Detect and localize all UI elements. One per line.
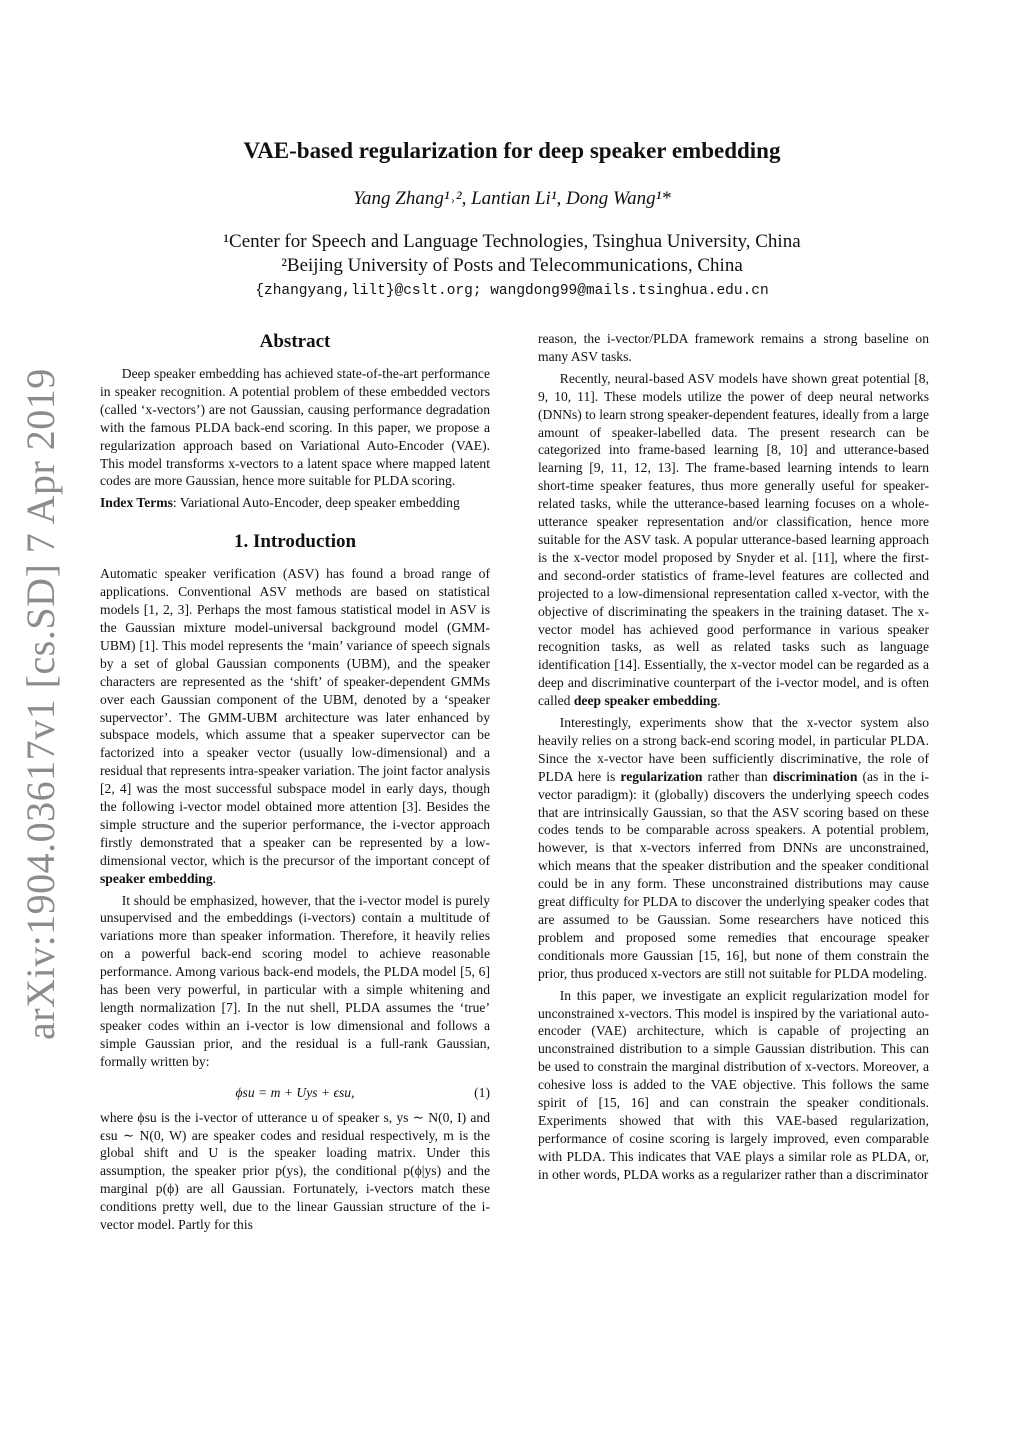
right-p2-c: (as in the i-vector paradigm): it (globally) discovers the underlying speech codes that are intrinsically Gaussian, so that the ASV scoring based on these codes tends to be comparable across speakers. A potential problem, however, is that x-vectors inferred from DNNs are unconstrained, which means that the speaker distribution and the speaker conditional could be in any form. These unconstrained distributions may cause great difficulty for PLDA to discover the underlying speaker codes that are assumed to be Gaussian. Some researchers have noticed this problem and proposed some remedies that encourage speaker conditionals more Gaussian [15, 16], but none of them constrain the prior, thus produced x-vectors are still not suitable for PLDA modeling. <box>538 768 930 981</box>
right-p2-b: rather than <box>702 768 773 784</box>
right-p2-a: Interestingly, experiments show that the x-vector system also heavily relies on a strong back-end scoring model, in particular PLDA. Since the x-vector have been sufficiently discriminative, the role of PLDA here is <box>538 715 929 784</box>
paper-title: VAE-based regularization for deep speaker embedding <box>243 138 781 163</box>
index-terms <box>100 494 490 512</box>
equation-body: ϕsu = m + Uys + ϵsu, <box>235 1084 355 1100</box>
arxiv-identifier-stamp: arXiv:1904.03617v1 [cs.SD] 7 Apr 2019 <box>18 368 63 1040</box>
right-p1-bold: deep speaker embedding <box>573 693 718 709</box>
intro-p1-end: . <box>212 870 217 886</box>
right-column <box>538 330 929 1188</box>
right-paragraph-2 <box>538 714 929 983</box>
intro-p1-text: Automatic speaker verification (ASV) has found a broad range of applications. Conventional ASV methods are based on statistical models [1, 2, 3]. Perhaps the most famous statistical model in ASV is the Gaussian mixture model-universal background model (GMM-UBM) [1]. This model represents the ‘main’ variance of speech signals by a set of global Gaussian components (UBM), and the speaker characters are represented as the ‘shift’ of speaker-dependent GMMs over each Gaussian component of the UBM, denoted by a ‘speaker supervector’. The GMM-UBM architecture was later enhanced by subspace models, which assume that a speaker supervector can be factorized into a speaker vector (usually low-dimensional) and a residual that represents intra-speaker variation. The joint factor analysis [2, 4] was the most successful subspace model in early days, though the following i-vector model obtained more attention [3]. Besides the simple structure and the superior performance, the i-vector approach firstly demonstrated that a speaker can be represented by a low-dimensional vector, which is the precursor of the important concept of <box>100 566 490 868</box>
author-emails: {zhangyang,lilt}@cslt.org; wangdong99@mails.tsinghua.edu.cn <box>255 283 769 299</box>
right-p2-bold-1: regularization <box>620 768 703 784</box>
right-p1-end: . <box>717 693 721 709</box>
right-p2-bold-2: discrimination <box>772 768 858 784</box>
intro-paragraph-1 <box>100 565 490 887</box>
intro-paragraph-3: where ϕsu is the i-vector of utterance u of speaker s, ys ∼ N(0, I) and ϵsu ∼ N(0, W) are speaker codes and residual respectively, m is the global shift and U is the speaker loading matrix. Under this assumption, the speaker prior p(ys), the conditional p(ϕ|ys) and the marginal p(ϕ) are all Gaussian. Fortunately, i-vectors match these conditions pretty well, due to the linear Gaussian structure of the i-vector model. Partly for this <box>100 1109 490 1233</box>
right-paragraph-1 <box>538 370 929 710</box>
intro-paragraph-2: It should be emphasized, however, that the i-vector model is purely unsupervised and the embeddings (i-vectors) contain a multitude of variations more than speaker information. Therefore, it heavily relies on a powerful back-end scoring model to achieve reasonable performance. Among various back-end models, the PLDA model [5, 6] has been very powerful, in particular with a simple whitening and length normalization [7]. In the nut shell, PLDA assumes the ‘true’ speaker codes within an i-vector is low dimensional and follows a simple Gaussian prior, and the residual is a full-rank Gaussian, formally written by: <box>100 892 490 1069</box>
equation-number: (1) <box>474 1084 490 1100</box>
right-paragraph-0: reason, the i-vector/PLDA framework remains a strong baseline on many ASV tasks. <box>538 331 929 364</box>
affiliation-1: ¹Center for Speech and Language Technologies, Tsinghua University, China <box>223 231 801 252</box>
author-list: Yang Zhang¹˒², Lantian Li¹, Dong Wang¹* <box>353 188 671 209</box>
index-terms-list: : Variational Auto-Encoder, deep speaker embedding <box>172 495 460 511</box>
introduction-heading: 1. Introduction <box>233 531 357 553</box>
right-p1-text: Recently, neural-based ASV models have shown great potential [8, 9, 10, 11]. These models utilize the power of deep neural networks (DNNs) to learn strong speaker-dependent features, ideally from a large amount of speaker-labelled data. The present research can be categorized into frame-based learning [8, 10] and utterance-based learning [9, 11, 12, 13]. The frame-based learning intends to learn short-time speaker features, thus more generally useful for speaker-related tasks, while the utterance-based learning focuses on a whole-utterance speaker representation and/or classification, hence more suitable for the ASV task. A popular utterance-based learning approach is the x-vector model proposed by Snyder et al. [11], where the first- and second-order statistics of frame-level features are collected and projected to a low-dimensional representation called x-vector, with the objective of discriminating the speakers in the training dataset. The x-vector model has achieved good performance in various speaker recognition tasks, as well as related tasks such as language identification [14]. Essentially, the x-vector model can be regarded as a deep and discriminative counterpart of the i-vector model, and is often called <box>538 370 929 709</box>
intro-p1-bold: speaker embedding <box>100 870 213 886</box>
equation-1 <box>100 1079 490 1109</box>
left-column <box>100 330 490 1238</box>
index-terms-label: Index Terms <box>100 495 173 511</box>
right-paragraph-3: In this paper, we investigate an explicit regularization model for unconstrained x-vectors. This model is inspired by the variational auto-encoder (VAE) architecture, which is capable of projecting an unconstrained distribution to a simple Gaussian distribution. This can be used to constrain the marginal distribution of x-vectors. Moreover, a cohesive loss is added to the VAE objective. This follows the same spirit of [15, 16] and can constrain the speaker conditionals. Experiments showed that with this VAE-based regularization, performance of cosine scoring is largely improved, even comparable with PLDA. This indicates that VAE plays a similar role as PLDA, or, in other words, PLDA works as a regularizer rather than a discriminator <box>538 987 929 1182</box>
abstract-text: Deep speaker embedding has achieved state-of-the-art performance in speaker recognition. A potential problem of these embedded vectors (called ‘x-vectors’) are not Gaussian, causing performance degradation with the famous PLDA back-end scoring. In this paper, we propose a regularization approach based on Variational Auto-Encoder (VAE). This model transforms x-vectors to a latent space where mapped latent codes are more Gaussian, hence more suitable for PLDA scoring. <box>100 366 490 489</box>
affiliation-2: ²Beijing University of Posts and Telecommunications, China <box>281 255 743 276</box>
abstract-heading: Abstract <box>259 331 331 352</box>
